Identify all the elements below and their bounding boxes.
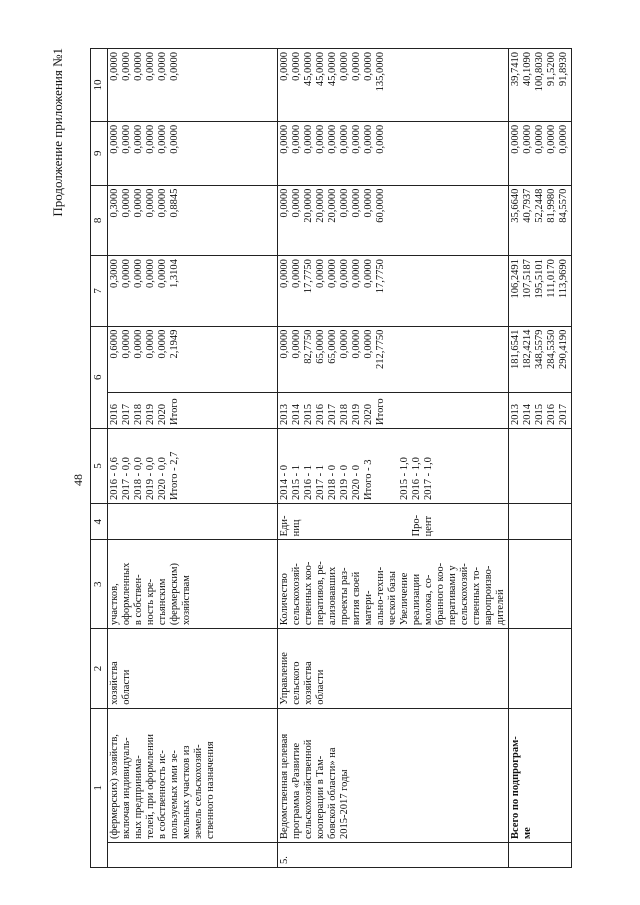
row-number: 5. (278, 842, 509, 867)
total-funding-cell: 0,6000 0,0000 0,0000 0,0000 0,0000 2,1949 (108, 326, 278, 392)
funding-col10-cell: 0,0000 0,0000 0,0000 0,0000 0,0000 0,0000 (108, 49, 278, 122)
column-number-2: 2 (91, 629, 108, 709)
program-name-cell: Ведомственная целевая программа «Развитие сельскохозяйственной кооперации в Там- бовской области» на 2015-2017 годы (278, 708, 509, 842)
executor-cell: хозяйства области (108, 629, 278, 709)
total-funding-cell: 181,6541 182,4214 348,5579 284,5350 290,4190 (509, 326, 572, 392)
row-number (509, 842, 572, 867)
total-funding-cell: 0,0000 0,0000 82,7750 65,0000 65,0000 0,0000 0,0000 0,0000 212,7750 (278, 326, 509, 392)
target-values-cell: 2016 - 0,6 2017 - 0,0 2018 - 0,0 2019 - 0,0 2020 - 0,0 Итого - 2,7 (108, 428, 278, 503)
column-number-3: 3 (91, 540, 108, 629)
year-cell: 2013 2014 2015 2016 2017 2018 2019 2020 Итого (278, 392, 509, 428)
indicator-cell (509, 540, 572, 629)
funding-col7-cell: 106,2491 107,5187 195,5101 111,0170 113,9690 (509, 256, 572, 327)
column-number-row (91, 49, 108, 868)
funding-col9-cell: 0,0000 0,0000 0,0000 0,0000 0,0000 (509, 121, 572, 185)
funding-col8-cell: 0,3000 0,0000 0,0000 0,0000 0,0000 0,8845 (108, 185, 278, 256)
column-number-9: 9 (91, 121, 108, 185)
indicator-cell: Количество сельскохозяй- ственных коо- перативов, ре- ализовавших проекты раз- вития своей матери- ально-техни- ческой базы Увеличение реализации молока, со- бранного коо- перативами у сельскохозяй- ственных то- варопроизво- дителей (278, 540, 509, 629)
unit-cell (108, 504, 278, 540)
funding-col9-cell: 0,0000 0,0000 0,0000 0,0000 0,0000 0,0000 (108, 121, 278, 185)
unit-cell: Еди- ниц Про- цент (278, 504, 509, 540)
funding-col9-cell: 0,0000 0,0000 0,0000 0,0000 0,0000 0,0000 0,0000 0,0000 0,0000 (278, 121, 509, 185)
funding-col10-cell: 0,0000 0,0000 45,0000 45,0000 45,0000 0,0000 0,0000 0,0000 135,0000 (278, 49, 509, 122)
column-number-4: 4 (91, 504, 108, 540)
row-number (108, 842, 278, 867)
rotated-sheet (50, 48, 569, 868)
target-values-cell: 2014 - 0 2015 - 1 2016 - 1 2017 - 1 2018 - 0 2019 - 0 2020 - 0 Итого - 3 2015 - 1,0 2016 - 1,0 2017 - 1,0 (278, 428, 509, 503)
column-number-6: 6 (91, 326, 108, 428)
column-number-10: 10 (91, 49, 108, 122)
funding-col7-cell: 0,0000 0,0000 17,7750 0,0000 0,0000 0,0000 0,0000 0,0000 17,7750 (278, 256, 509, 327)
column-number-8: 8 (91, 185, 108, 256)
subprogram-total-label: Всего по подпрограм- ме (509, 708, 572, 842)
indicator-cell: участков, оформленных в собствен- ность кре- стьянским (фермерским) хозяйствам (108, 540, 278, 629)
funding-col8-cell: 0,0000 0,0000 20,0000 20,0000 20,0000 0,0000 0,0000 0,0000 60,0000 (278, 185, 509, 256)
year-cell: 2016 2017 2018 2019 2020 Итого (108, 392, 278, 428)
continuation-heading: Продолжение приложения №1 (50, 48, 65, 217)
year-cell: 2013 2014 2015 2016 2017 (509, 392, 572, 428)
unit-cell (509, 504, 572, 540)
page-number: 48 (71, 474, 85, 486)
target-values-cell (509, 428, 572, 503)
table-row (278, 49, 509, 868)
column-number-1: 1 (91, 708, 108, 867)
program-name-cell: (фермерских) хозяйств, включая индивидуаль- ных предпринима- телей, при оформлении в собственность ис- пользуемых ими зе- мельных участков из земель сельскохозяй- ственного назначения (108, 708, 278, 842)
funding-col8-cell: 35,6640 40,7937 52,2448 81,9980 84,5570 (509, 185, 572, 256)
program-table (90, 48, 572, 868)
column-number-7: 7 (91, 256, 108, 327)
table-row (108, 49, 278, 868)
funding-col10-cell: 39,7410 40,1090 100,8030 91,5200 91,8930 (509, 49, 572, 122)
funding-col7-cell: 0,3000 0,0000 0,0000 0,0000 0,0000 1,3104 (108, 256, 278, 327)
column-number-5: 5 (91, 428, 108, 503)
executor-cell (509, 629, 572, 709)
total-row (509, 49, 572, 868)
executor-cell: Управление сельского хозяйства области (278, 629, 509, 709)
